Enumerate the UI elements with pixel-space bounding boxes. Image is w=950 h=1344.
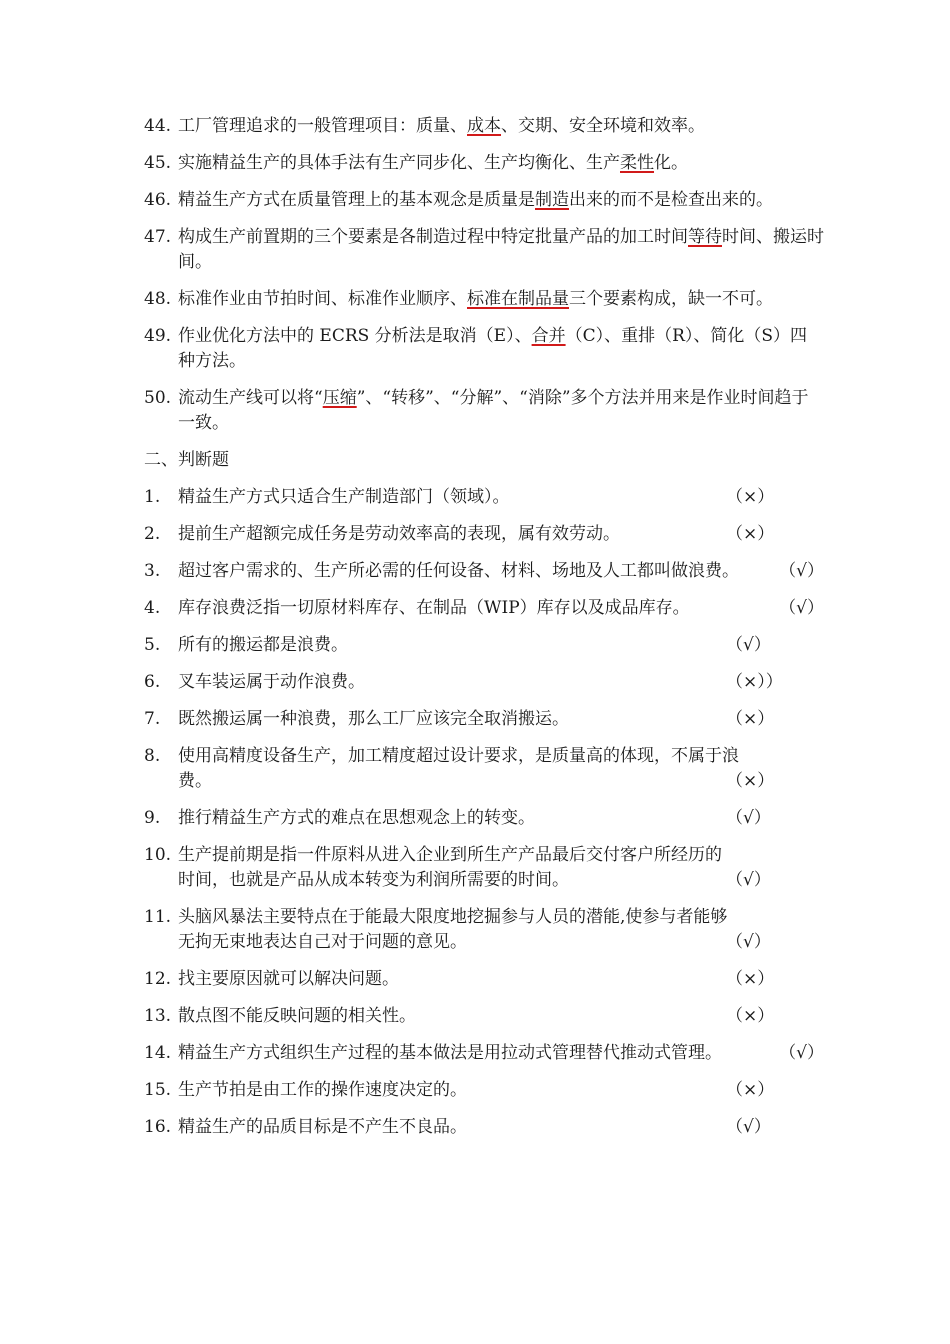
text-segment: 精益生产方式在质量管理上的基本观念是质量是: [178, 190, 535, 210]
text-segment: ”、“转移”、“分解”、“消除”多个方法并用来是作业时间趋于一致。: [178, 388, 809, 433]
item-line: [178, 707, 824, 732]
item-number: 10.: [144, 845, 172, 865]
item-number: 3.: [144, 561, 161, 581]
fill-item: [144, 386, 824, 436]
item-line: [178, 633, 824, 658]
item-text: 精益生产方式只适合生产制造部门（领域）。: [178, 487, 510, 507]
item-text: [178, 188, 824, 213]
answer-underlined: 压缩: [322, 388, 357, 408]
item-number: 44.: [144, 116, 172, 136]
fill-item: [144, 151, 824, 176]
item-number: 2.: [144, 524, 161, 544]
item-number: 47.: [144, 227, 172, 247]
item-line: [178, 1004, 824, 1029]
item-line: [178, 522, 824, 547]
text-segment: 工厂管理追求的一般管理项目：质量、: [178, 116, 467, 136]
item-line: [178, 596, 824, 621]
judge-item: [144, 1004, 824, 1029]
item-number: 14.: [144, 1043, 172, 1063]
text-segment: （C）、重排（R）、简化（S）四种方法。: [178, 326, 808, 371]
item-body: [178, 843, 824, 893]
item-line: [178, 744, 824, 769]
answer-mark: （×）: [726, 487, 775, 507]
item-text: 找主要原因就可以解决问题。: [178, 969, 399, 989]
item-number: 13.: [144, 1006, 172, 1026]
fill-item: [144, 225, 824, 275]
text-segment: 出来的而不是检查出来的。: [569, 190, 773, 210]
answer-underlined: 标准在制品量: [467, 289, 569, 309]
item-text: [178, 324, 824, 374]
item-text: 生产提前期是指一件原料从进入企业到所生产产品最后交付客户所经历的: [178, 845, 722, 865]
judge-item: [144, 967, 824, 992]
item-line: [178, 485, 824, 510]
item-line: [178, 1078, 824, 1103]
answer-mark: （√）: [726, 808, 771, 828]
item-text: 叉车装运属于动作浪费。: [178, 672, 365, 692]
judge-item: [144, 522, 824, 547]
answer-mark: （√）: [726, 932, 771, 952]
answer-mark: （×）: [726, 771, 775, 791]
item-body: [178, 806, 824, 831]
item-body: [178, 559, 824, 584]
answer-mark: （√）: [779, 598, 824, 618]
answer-underlined: 柔性: [620, 153, 654, 173]
item-body: [178, 1078, 824, 1103]
item-body: [178, 1115, 824, 1140]
item-text: [178, 114, 824, 139]
item-number: 7.: [144, 709, 161, 729]
item-body: [178, 905, 824, 955]
item-body: [178, 596, 824, 621]
item-body: [178, 633, 824, 658]
judge-item: [144, 1041, 824, 1066]
text-segment: 流动生产线可以将“: [178, 388, 323, 408]
item-number: 8.: [144, 746, 161, 766]
item-line: [178, 670, 824, 695]
true-false-list: [144, 485, 824, 1140]
answer-mark: （×）: [726, 524, 775, 544]
item-text: 无拘无束地表达自己对于问题的意见。: [178, 932, 467, 952]
answer-underlined: 合并: [531, 326, 566, 346]
item-text: 提前生产超额完成任务是劳动效率高的表现，属有效劳动。: [178, 524, 620, 544]
item-number: 49.: [144, 326, 172, 346]
item-text: 推行精益生产方式的难点在思想观念上的转变。: [178, 808, 535, 828]
judge-item: [144, 1115, 824, 1140]
answer-mark: （√）: [726, 635, 771, 655]
item-text: [178, 225, 824, 275]
answer-mark: （×）: [726, 1006, 775, 1026]
answer-mark: （√）: [726, 1117, 771, 1137]
item-text: 头脑风暴法主要特点在于能最大限度地挖掘参与人员的潜能,使参与者能够: [178, 907, 728, 927]
fill-item: [144, 287, 824, 312]
answer-mark: （√）: [726, 870, 771, 890]
answer-mark: （√）: [779, 561, 824, 581]
text-segment: 实施精益生产的具体手法有生产同步化、生产均衡化、生产: [178, 153, 620, 173]
item-number: 5.: [144, 635, 161, 655]
item-text: 库存浪费泛指一切原材料库存、在制品（WIP）库存以及成品库存。: [178, 598, 690, 618]
text-segment: 三个要素构成，缺一不可。: [569, 289, 773, 309]
item-line: [178, 905, 824, 930]
item-line: [178, 930, 824, 955]
answer-underlined: 成本: [467, 116, 501, 136]
item-number: 16.: [144, 1117, 172, 1137]
judge-item: [144, 1078, 824, 1103]
item-text: 时间，也就是产品从成本转变为利润所需要的时间。: [178, 870, 569, 890]
item-body: [178, 522, 824, 547]
item-number: 1.: [144, 487, 161, 507]
item-text: 精益生产的品质目标是不产生不良品。: [178, 1117, 467, 1137]
item-body: [178, 670, 824, 695]
item-body: [178, 1004, 824, 1029]
judge-item: [144, 744, 824, 794]
judge-item: [144, 596, 824, 621]
judge-item: [144, 806, 824, 831]
item-body: [178, 744, 824, 794]
item-line: [178, 1115, 824, 1140]
item-line: [178, 769, 824, 794]
item-text: [178, 386, 824, 436]
item-text: 散点图不能反映问题的相关性。: [178, 1006, 416, 1026]
fill-item: [144, 114, 824, 139]
judge-item: [144, 670, 824, 695]
item-line: [178, 967, 824, 992]
item-body: [178, 967, 824, 992]
judge-item: [144, 485, 824, 510]
answer-mark: （×））: [726, 672, 783, 692]
fill-item: [144, 324, 824, 374]
judge-item: [144, 707, 824, 732]
item-text: 所有的搬运都是浪费。: [178, 635, 348, 655]
text-segment: 、交期、安全环境和效率。: [501, 116, 705, 136]
answer-underlined: 制造: [535, 190, 569, 210]
item-body: [178, 707, 824, 732]
item-number: 48.: [144, 289, 172, 309]
answer-underlined: 等待: [688, 227, 722, 247]
item-number: 6.: [144, 672, 161, 692]
item-number: 4.: [144, 598, 161, 618]
item-text: 使用高精度设备生产，加工精度超过设计要求，是质量高的体现，不属于浪: [178, 746, 739, 766]
item-line: [178, 1041, 824, 1066]
item-body: [178, 1041, 824, 1066]
text-segment: 作业优化方法中的 ECRS 分析法是取消（E）、: [178, 326, 532, 346]
item-number: 45.: [144, 153, 172, 173]
text-segment: 时间、搬运时间。: [178, 227, 824, 272]
judge-item: [144, 559, 824, 584]
answer-mark: （×）: [726, 709, 775, 729]
answer-mark: （√）: [779, 1043, 824, 1063]
document-content: [144, 114, 824, 1152]
item-number: 11.: [144, 907, 172, 927]
item-text: 超过客户需求的、生产所必需的任何设备、材料、场地及人工都叫做浪费。: [178, 561, 739, 581]
fill-item: [144, 188, 824, 213]
item-text: [178, 151, 824, 176]
item-text: 既然搬运属一种浪费，那么工厂应该完全取消搬运。: [178, 709, 569, 729]
answer-mark: （×）: [726, 969, 775, 989]
section-title: 二、判断题: [144, 450, 229, 470]
judge-item: [144, 843, 824, 893]
judge-item: [144, 905, 824, 955]
item-number: 50.: [144, 388, 172, 408]
text-segment: 化。: [654, 153, 688, 173]
item-text: [178, 287, 824, 312]
item-text: 精益生产方式组织生产过程的基本做法是用拉动式管理替代推动式管理。: [178, 1043, 722, 1063]
answer-mark: （×）: [726, 1080, 775, 1100]
text-segment: 标准作业由节拍时间、标准作业顺序、: [178, 289, 467, 309]
item-line: [178, 843, 824, 868]
judge-item: [144, 633, 824, 658]
item-number: 46.: [144, 190, 172, 210]
item-number: 12.: [144, 969, 172, 989]
item-number: 9.: [144, 808, 161, 828]
item-text: 生产节拍是由工作的操作速度决定的。: [178, 1080, 467, 1100]
item-line: [178, 806, 824, 831]
text-segment: 构成生产前置期的三个要素是各制造过程中特定批量产品的加工时间: [178, 227, 688, 247]
item-number: 15.: [144, 1080, 172, 1100]
item-text: 费。: [178, 771, 212, 791]
item-line: [178, 559, 824, 584]
item-body: [178, 485, 824, 510]
item-line: [178, 868, 824, 893]
fill-in-blank-list: [144, 114, 824, 436]
